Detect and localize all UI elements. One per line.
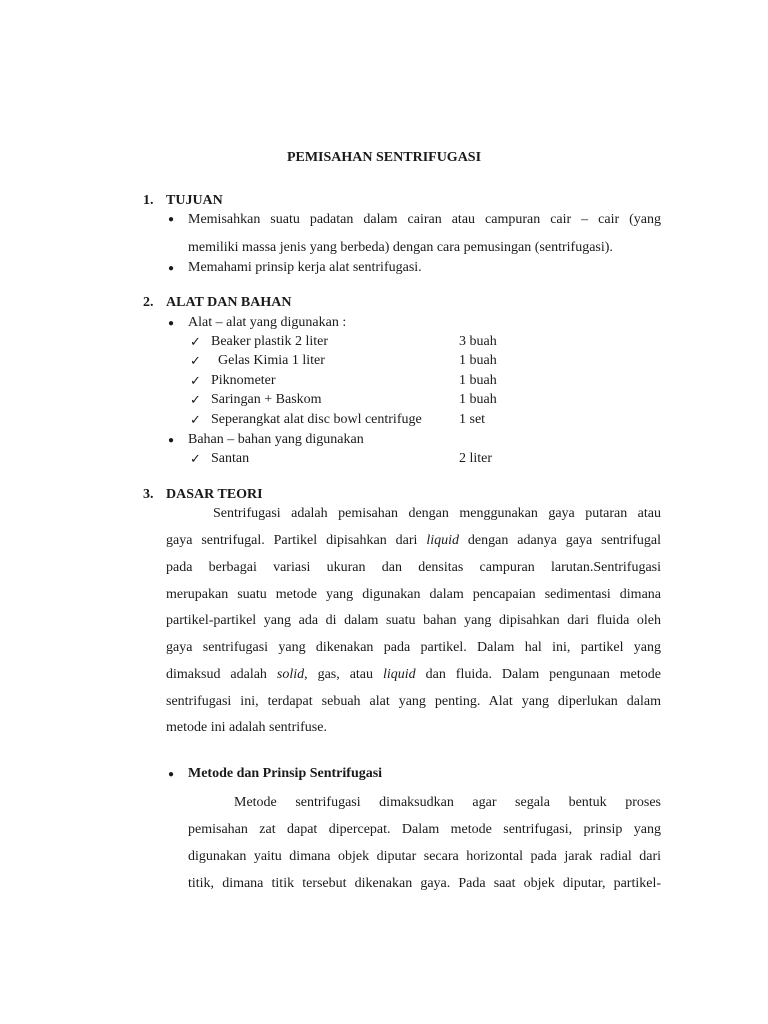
check-icon: ✓ bbox=[190, 334, 201, 349]
check-icon: ✓ bbox=[190, 373, 201, 388]
section-2-heading: ALAT DAN BAHAN bbox=[166, 295, 292, 310]
section-1-heading: TUJUAN bbox=[166, 193, 223, 208]
alat-item-name: Saringan + Baskom bbox=[211, 392, 322, 407]
section-2-number: 2. bbox=[143, 295, 154, 310]
subsection-heading: Metode dan Prinsip Sentrifugasi bbox=[188, 766, 383, 781]
bullet-icon: ● bbox=[168, 769, 175, 780]
paragraph-line: gaya sentrifugal. Partikel dipisahkan dari liquid dengan adanya gaya sentrifugal bbox=[166, 533, 661, 548]
alat-item-name: Piknometer bbox=[211, 373, 276, 388]
alat-item-qty: 1 set bbox=[459, 412, 486, 427]
bahan-item-name: Santan bbox=[211, 451, 250, 466]
subsection-line: digunakan yaitu dimana objek diputar secara horizontal pada jarak radial dari bbox=[188, 849, 661, 864]
tujuan-item-1-line-1: Memisahkan suatu padatan dalam cairan atau campuran cair – cair (yang bbox=[188, 212, 661, 227]
check-icon: ✓ bbox=[190, 353, 201, 368]
subsection-line: titik, dimana titik tersebut dikenakan gaya. Pada saat objek diputar, partikel- bbox=[188, 876, 661, 891]
paragraph-line: partikel-partikel yang ada di dalam suatu bahan yang dipisahkan dari fluida oleh bbox=[166, 613, 661, 628]
paragraph-line: metode ini adalah sentrifuse. bbox=[166, 720, 327, 735]
section-3-heading: DASAR TEORI bbox=[166, 487, 263, 502]
page-title: PEMISAHAN SENTRIFUGASI bbox=[286, 150, 482, 165]
bullet-icon: ● bbox=[168, 435, 175, 446]
paragraph-line: merupakan suatu metode yang digunakan dalam pencapaian sedimentasi dimana bbox=[166, 587, 661, 602]
section-1-number: 1. bbox=[143, 193, 154, 208]
alat-item-qty: 1 buah bbox=[459, 392, 497, 407]
bahan-label: Bahan – bahan yang digunakan bbox=[188, 432, 364, 447]
paragraph-line: sentrifugasi ini, terdapat sebuah alat yang penting. Alat yang diperlukan dalam bbox=[166, 694, 661, 709]
alat-item-qty: 1 buah bbox=[459, 373, 497, 388]
paragraph-line: dimaksud adalah solid, gas, atau liquid dan fluida. Dalam pengunaan metode bbox=[166, 667, 661, 682]
paragraph-line: pada berbagai variasi ukuran dan densitas campuran larutan.Sentrifugasi bbox=[166, 560, 661, 575]
alat-item-name: Seperangkat alat disc bowl centrifuge bbox=[211, 412, 422, 427]
alat-item-qty: 1 buah bbox=[459, 353, 497, 368]
bahan-item-qty: 2 liter bbox=[459, 451, 493, 466]
section-3-number: 3. bbox=[143, 487, 154, 502]
alat-item-name: Beaker plastik 2 liter bbox=[211, 334, 329, 349]
alat-item-qty: 3 buah bbox=[459, 334, 497, 349]
check-icon: ✓ bbox=[190, 412, 201, 427]
bullet-icon: ● bbox=[168, 214, 175, 225]
alat-item-name: Gelas Kimia 1 liter bbox=[211, 353, 325, 368]
alat-label: Alat – alat yang digunakan : bbox=[188, 315, 347, 330]
tujuan-item-2: Memahami prinsip kerja alat sentrifugasi. bbox=[188, 260, 422, 275]
tujuan-item-1-line-2: memiliki massa jenis yang berbeda) dengan cara pemusingan (sentrifugasi). bbox=[188, 240, 613, 255]
subsection-line: pemisahan zat dapat dipercepat. Dalam metode sentrifugasi, prinsip yang bbox=[188, 822, 661, 837]
check-icon: ✓ bbox=[190, 392, 201, 407]
paragraph-line: Sentrifugasi adalah pemisahan dengan menggunakan gaya putaran atau bbox=[213, 506, 661, 521]
subsection-line: Metode sentrifugasi dimaksudkan agar segala bentuk proses bbox=[234, 795, 661, 810]
bullet-icon: ● bbox=[168, 318, 175, 329]
bullet-icon: ● bbox=[168, 263, 175, 274]
paragraph-line: gaya sentrifugasi yang dikenakan pada partikel. Dalam hal ini, partikel yang bbox=[166, 640, 661, 655]
check-icon: ✓ bbox=[190, 451, 201, 466]
